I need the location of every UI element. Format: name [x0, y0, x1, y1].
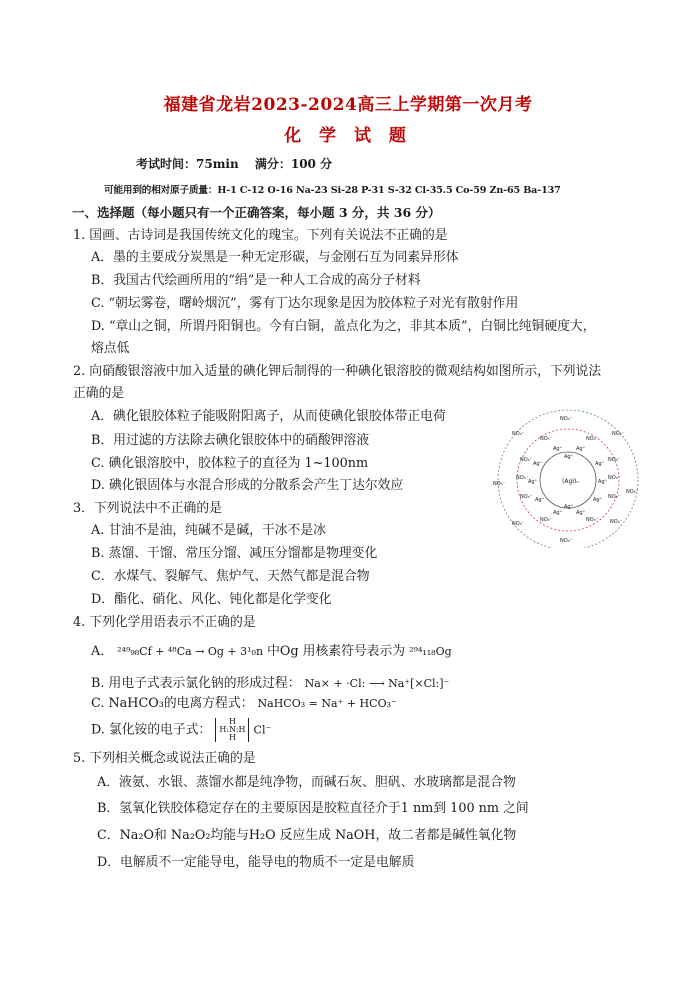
subject-title: 化 学 试 题	[284, 126, 412, 146]
option-a-prefix: A．	[91, 644, 114, 659]
question-1-option-c: C. “朝坛雾卷，曙岭烟沉”，雾有丁达尔现象是因为胶体粒子对光有散射作用	[91, 296, 519, 311]
question-5-option-a: A．液氨、水银、蒸馏水都是纯净物，而碱石灰、胆矾、水玻璃都是混合物	[97, 775, 516, 790]
no3-ion: NO₃⁻	[608, 457, 621, 463]
ag-ion: Ag⁺	[533, 461, 543, 467]
no3-ion: NO₃⁻	[540, 517, 553, 523]
question-2-option-c: C. 碘化银溶胶中，胶体粒子的直径为 1~100nm	[91, 456, 369, 471]
question-2-stem: 2. 向硝酸银溶液中加入适量的碘化钾后制得的一种碘化银溶胶的微观结构如图所示，下列说法	[73, 364, 602, 379]
no3-ion: NO₃⁻	[493, 481, 506, 487]
question-3-option-a: A. 甘油不是油，纯碱不是碱，干冰不是冰	[91, 523, 326, 538]
question-3-option-d: D．酯化、硝化、风化、钝化都是化学变化	[91, 592, 332, 607]
page-title: 福建省龙岩2023-2024高三上学期第一次月考	[163, 95, 533, 115]
question-4-stem: 4. 下列化学用语表示不正确的是	[73, 615, 256, 630]
agi-colloid-figure	[490, 403, 650, 548]
question-4-option-d	[91, 718, 271, 742]
section-title: 一、选择题（每小题只有一个正确答案，每小题 3 分，共 36 分）	[72, 205, 441, 220]
question-5-option-b: B．氢氧化铁胶体稳定存在的主要原因是胶粒直径介于1 nm到 100 nm 之间	[97, 801, 529, 816]
no3-ion: NO₃⁻	[586, 436, 599, 442]
ag-ion: Ag⁺	[593, 497, 603, 503]
og-nuclide-symbol: ²⁹⁴₁₁₈Og	[409, 645, 452, 658]
question-1-stem: 1. 国画、古诗词是我国传统文化的瑰宝。下列有关说法不正确的是	[73, 228, 448, 243]
ag-ion: Ag⁺	[576, 510, 586, 516]
nacl-formation-equation: Na× + ·Cl: ⟶ Na⁺[×Cl:]⁻	[304, 677, 450, 690]
question-5-option-c: C．Na₂O和 Na₂O₂均能与H₂O 反应生成 NaOH，故二者都是碱性氧化物	[97, 828, 517, 843]
question-3-option-b: B. 蒸馏、干馏、常压分馏、减压分馏都是物理变化	[91, 546, 378, 561]
no3-ion: NO₃⁻	[540, 436, 553, 442]
exam-info: 考试时间：75min 满分：100 分	[136, 157, 333, 171]
ag-ion: Ag⁺	[595, 461, 605, 467]
no3-ion: NO₃⁻	[610, 519, 623, 525]
chloride-ion: Cl⁻	[253, 723, 272, 737]
no3-ion: NO₃⁻	[520, 457, 533, 463]
no3-ion: NO₃⁻	[512, 521, 525, 527]
no3-ion: NO₃⁻	[612, 431, 625, 437]
question-5-stem: 5. 下列相关概念或说法正确的是	[73, 751, 256, 766]
question-3-stem: 3．下列说法中不正确的是	[73, 501, 222, 516]
no3-ion: NO₃⁻	[520, 494, 533, 500]
no3-ion: NO₃⁻	[516, 475, 529, 481]
no3-ion: NO₃⁻	[608, 494, 621, 500]
no3-ion: NO₃⁻	[586, 517, 599, 523]
question-2-option-a: A．碘化银胶体粒子能吸附阳离子，从而使碘化银胶体带正电荷	[91, 409, 446, 424]
question-1-option-a: A．墨的主要成分炭黑是一种无定形碳，与金刚石互为同素异形体	[91, 250, 459, 265]
atomic-masses: 可能用到的相对原子质量：H-1 C-12 O-16 Na-23 Si-28 P-31 S-32 Cl-35.5 Co-59 Zn-65 Ba-137	[104, 185, 561, 196]
no3-ion: NO₃⁻	[560, 416, 573, 422]
no3-ion: NO₃⁻	[560, 538, 573, 544]
ionization-equation: NaHCO₃ = Na⁺ + HCO₃⁻	[257, 697, 397, 710]
option-a-middle: 中Og 用核素符号表示为	[267, 644, 410, 659]
ag-ion: Ag⁺	[564, 504, 574, 510]
ag-ion: Ag⁺	[598, 479, 608, 485]
question-3-option-c: C．水煤气、裂解气、焦炉气、天然气都是混合物	[91, 569, 370, 584]
question-2-stem-cont: 正确的是	[73, 386, 125, 401]
ag-ion: Ag⁺	[528, 479, 538, 485]
ag-ion: Ag⁺	[553, 510, 563, 516]
question-5-option-d: D．电解质不一定能导电，能导电的物质不一定是电解质	[97, 855, 415, 870]
option-c-text: C. NaHCO₃的电离方程式：	[91, 696, 254, 711]
ag-ion: Ag⁺	[576, 446, 586, 452]
no3-ion: NO₃⁻	[512, 431, 525, 437]
ag-ion: Ag⁺	[535, 497, 545, 503]
question-2-option-b: B．用过滤的方法除去碘化银胶体中的硝酸钾溶液	[91, 433, 370, 448]
question-1-option-d: D. “章山之铜，所谓丹阳铜也。今有白铜，盖点化为之，非其本质”，白铜比纯铜硬度大，	[91, 319, 596, 334]
question-4-option-b	[91, 672, 449, 691]
question-4-option-a	[91, 640, 452, 659]
nuclear-equation: ²⁴⁹₉₈Cf + ⁴⁸Ca → Og + 3¹₀n	[117, 645, 264, 658]
no3-ion: NO₃⁻	[608, 475, 621, 481]
question-1-option-b: B．我国古代绘画所用的“绢”是一种人工合成的高分子材料	[91, 273, 421, 288]
question-1-option-d-cont: 熔点低	[91, 341, 130, 356]
option-d-text: D. 氯化铵的电子式：	[91, 722, 212, 738]
ammonium-electron-formula: H H:N:H H	[215, 718, 249, 742]
option-b-text: B. 用电子式表示氯化钠的形成过程：	[91, 676, 301, 691]
core-label: (AgI)ₙ	[562, 478, 579, 485]
question-2-option-d: D. 碘化银固体与水混合形成的分散系会产生丁达尔效应	[91, 478, 404, 493]
no3-ion: NO₃⁻	[626, 489, 639, 495]
question-4-option-c	[91, 692, 397, 711]
ag-ion: Ag⁺	[564, 454, 574, 460]
ag-ion: Ag⁺	[553, 446, 563, 452]
